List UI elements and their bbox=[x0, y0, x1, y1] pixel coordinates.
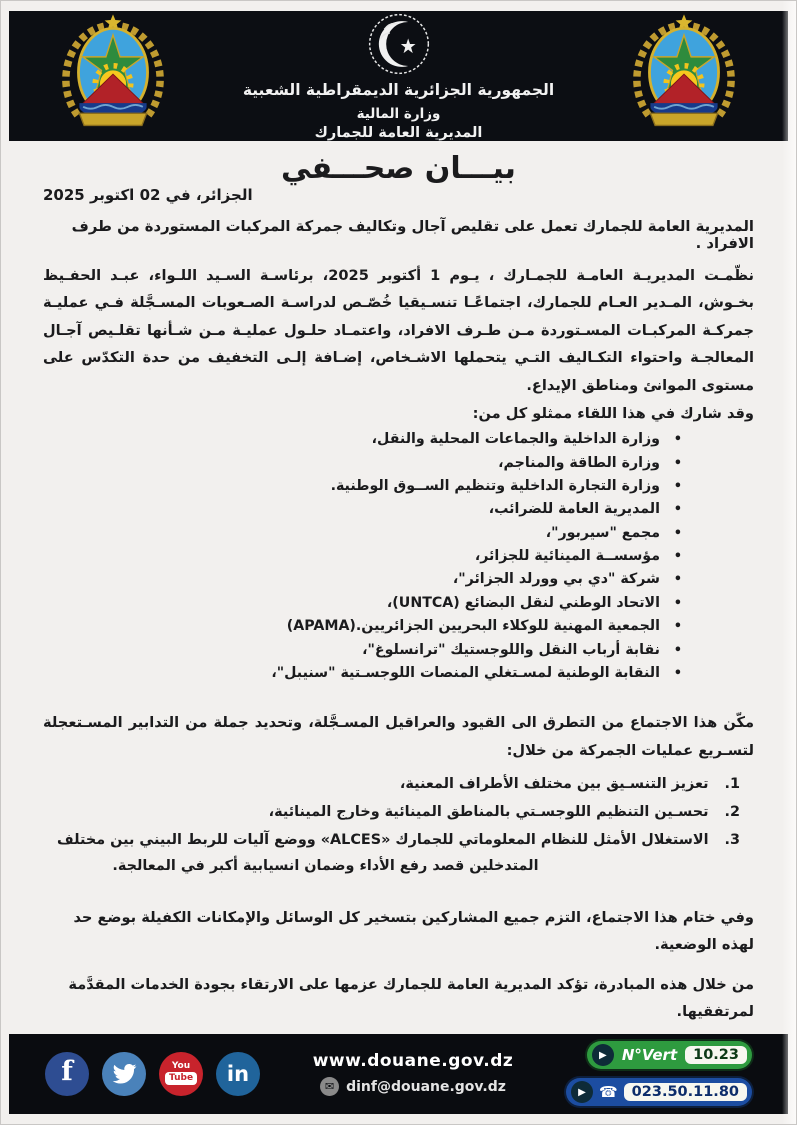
list-item bbox=[43, 772, 740, 798]
participant-label: وزارة الطاقة والمناجم، bbox=[498, 454, 660, 471]
list-item bbox=[43, 592, 682, 615]
page-title: بيـــان صحـــفي bbox=[281, 151, 516, 186]
subject-line: المديرية العامة للجمارك تعمل على تقليص آجال وتكاليف جمركة المركبات المستوردة من طرف الافراد . bbox=[71, 218, 754, 252]
intro-paragraph: نظّمـت المديريـة العامـة للجمـارك ، يـوم 1 أكتوبر 2025، برئاسـة السـيد اللـواء، عبـد الحفـيظ بخـوش، المـدير العـام للجمارك، اجتماعًـا تنسـيقيا خُصّـص لدراسـة الصـعوبات المسـجَّلة فـي عمليـة جمركـة المركبـات المسـتوردة مـن طـرف الافراد، واعتمـاد حلـول عمليـة مـن شـأنها تقلـيص آجـال المعالجـة واحتواء التكـاليف التـي يتحملها الاشـخاص، إضـافة إلـى التخفيف من حدة التكدّس على مستوى الموانئ ومناطق الإيداع. bbox=[43, 267, 754, 394]
item-number: 3. bbox=[724, 832, 740, 849]
participant-label: مجمع "سيربور"، bbox=[545, 524, 660, 541]
facebook-icon bbox=[45, 1052, 89, 1096]
arrow-icon: ▶ bbox=[592, 1044, 614, 1066]
participant-label: شركة "دي بي وورلد الجزائر"، bbox=[452, 571, 660, 588]
participant-label: الجمعية المهنية للوكلاء البحريين الجزائريين.(APAMA) bbox=[286, 618, 660, 635]
closing-paragraph-2: من خلال هذه المبادرة، تؤكد المديرية العامة للجمارك عزمها على الارتقاء بجودة الخدمات المقدَّمة لمرتفقيها. bbox=[68, 975, 754, 1021]
participant-label: الاتحاد الوطني لنقل البضائع (UNTCA)، bbox=[386, 594, 660, 611]
bullet-icon: • bbox=[673, 619, 682, 635]
dateline: الجزائر، في 02 اكتوبر 2025 bbox=[43, 186, 253, 204]
bullet-icon: • bbox=[673, 642, 682, 658]
measure-label: تعزيز التنسـيق بين مختلف الأطراف المعنية، bbox=[399, 776, 709, 793]
twitter-bird-icon bbox=[111, 1061, 137, 1087]
document-body bbox=[1, 143, 796, 1026]
list-item bbox=[43, 800, 740, 826]
bullet-icon: • bbox=[673, 549, 682, 565]
participant-label: مؤسســة المينائية للجزائر، bbox=[474, 548, 660, 565]
bullet-icon: • bbox=[673, 478, 682, 494]
linkedin-icon bbox=[216, 1052, 260, 1096]
green-number-badge bbox=[587, 1041, 752, 1069]
customs-emblem-icon bbox=[628, 14, 740, 138]
youtube-icon bbox=[159, 1052, 203, 1096]
measure-label: الاستغلال الأمثل للنظام المعلوماتي للجمارك «ALCES» ووضع آليات للربط البيني بين مختلف المتدخلين قصد رفع الأداء وضمان انسيابية أكبر في المعالجة. bbox=[57, 832, 709, 875]
envelope-icon: ✉ bbox=[320, 1077, 339, 1096]
email-row bbox=[313, 1077, 514, 1096]
list-item bbox=[43, 428, 682, 451]
phone-badges bbox=[566, 1041, 752, 1106]
list-item bbox=[43, 498, 682, 521]
header-titles bbox=[243, 11, 554, 141]
list-item bbox=[43, 475, 682, 498]
contact-block bbox=[313, 1051, 514, 1096]
participant-label: وزارة الداخلية والجماعات المحلية والنقل، bbox=[371, 431, 660, 448]
list-item bbox=[43, 568, 682, 591]
participant-label: وزارة التجارة الداخلية وتنظيم الســوق الوطنية. bbox=[330, 477, 660, 494]
youtube-you-label: You bbox=[171, 1061, 191, 1072]
customs-emblem-icon bbox=[57, 14, 169, 138]
participant-label: النقابة الوطنية لمسـتغلي المنصات اللوجسـتية "سنيبل"، bbox=[271, 665, 660, 682]
ministry-title: وزارة المالية bbox=[356, 106, 441, 122]
footer-banner bbox=[9, 1034, 788, 1114]
arrow-icon: ▶ bbox=[571, 1081, 593, 1103]
nvert-number: 10.23 bbox=[685, 1046, 747, 1064]
item-number: 1. bbox=[724, 776, 740, 793]
list-item bbox=[43, 828, 740, 880]
participant-label: نقابة أرباب النقل واللوجستيك "ترانسلوغ"، bbox=[362, 641, 660, 658]
list-item bbox=[43, 662, 682, 685]
list-item bbox=[43, 545, 682, 568]
header-banner bbox=[9, 11, 788, 141]
list-item bbox=[43, 639, 682, 662]
bullet-icon: • bbox=[673, 502, 682, 518]
measures-list bbox=[43, 772, 754, 880]
participants-list bbox=[43, 428, 754, 685]
measure-label: تحسـين التنظيم اللوجسـتي بالمناطق المينائية وخارج المينائية، bbox=[268, 804, 709, 821]
nvert-label: N°Vert bbox=[621, 1046, 678, 1065]
bullet-icon: • bbox=[673, 666, 682, 682]
bullet-icon: • bbox=[673, 525, 682, 541]
bullet-icon: • bbox=[673, 432, 682, 448]
website-url: www.douane.gov.dz bbox=[312, 1051, 514, 1072]
participant-label: المديرية العامة للضرائب، bbox=[488, 501, 660, 518]
item-number: 2. bbox=[724, 804, 740, 821]
phone-icon: ☎ bbox=[598, 1083, 618, 1102]
list-item bbox=[43, 452, 682, 475]
republic-title: الجمهورية الجزائرية الديمقراطية الشعبية bbox=[242, 81, 555, 99]
phone-number-badge bbox=[566, 1078, 752, 1106]
bullet-icon: • bbox=[673, 595, 682, 611]
outcome-paragraph: مكّن هذا الاجتماع من التطرق الى القيود والعراقيل المسـجَّلة، وتحديد جملة من التدابير المسـتعجلة لتسـريع عمليات الجمركة من خلال: bbox=[43, 714, 754, 759]
youtube-tube-label: Tube bbox=[165, 1072, 197, 1085]
list-item bbox=[43, 615, 682, 638]
linkedin-glyph: in bbox=[226, 1061, 250, 1086]
participants-intro: وقد شارك في هذا اللقاء ممثلو كل من: bbox=[472, 405, 754, 423]
directorate-title: المديرية العامة للجمارك bbox=[314, 125, 483, 141]
national-seal-icon bbox=[366, 11, 432, 77]
twitter-icon bbox=[102, 1052, 146, 1096]
bullet-icon: • bbox=[673, 455, 682, 471]
facebook-glyph: f bbox=[61, 1056, 73, 1088]
social-icons bbox=[45, 1052, 260, 1096]
phone-number: 023.50.11.80 bbox=[624, 1083, 747, 1101]
bullet-icon: • bbox=[673, 572, 682, 588]
closing-paragraph-1: وفي ختام هذا الاجتماع، التزم جميع المشاركين بتسخير كل الوسائل والإمكانات الكفيلة بوضع حد لهذه الوضعية. bbox=[73, 908, 754, 954]
list-item bbox=[43, 522, 682, 545]
email-address: dinf@douane.gov.dz bbox=[346, 1078, 506, 1095]
